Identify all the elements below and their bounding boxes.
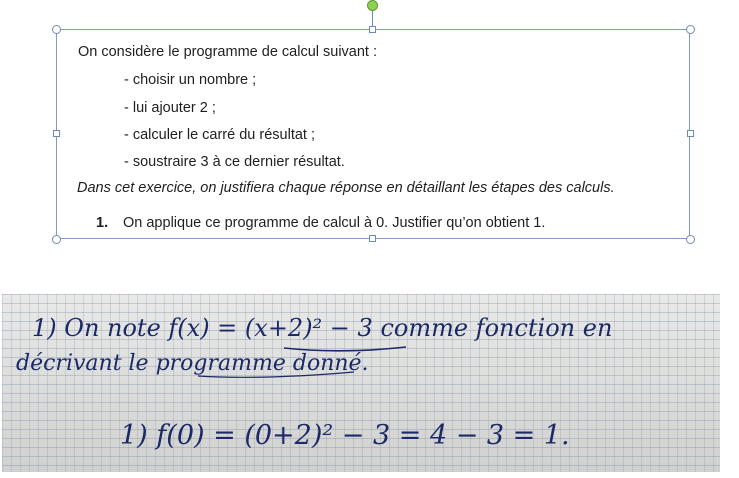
resize-handle-top-left[interactable] [52, 25, 61, 34]
question-text: On applique ce programme de calcul à 0. Justifier qu’on obtient 1. [123, 215, 546, 231]
handwritten-answer-image [2, 294, 720, 472]
step-3: - calculer le carré du résultat ; [124, 127, 315, 143]
intro-line: On considère le programme de calcul suivant : [78, 44, 378, 60]
resize-handle-bottom-left[interactable] [52, 235, 61, 244]
instruction-line: Dans cet exercice, on justifiera chaque réponse en détaillant les étapes des calculs. [77, 180, 615, 196]
step-4: - soustraire 3 à ce dernier résultat. [124, 154, 345, 170]
resize-handle-bottom[interactable] [369, 235, 376, 242]
resize-handle-bottom-right[interactable] [686, 235, 695, 244]
resize-handle-top-right[interactable] [686, 25, 695, 34]
handwriting-line-3: 1) f(0) = (0+2)² − 3 = 4 − 3 = 1. [120, 420, 570, 451]
resize-handle-left[interactable] [53, 130, 60, 137]
formula-underline [284, 347, 406, 351]
step-2: - lui ajouter 2 ; [124, 100, 216, 116]
resize-handle-top[interactable] [369, 26, 376, 33]
resize-handle-right[interactable] [687, 130, 694, 137]
question-number: 1. [96, 215, 109, 231]
handwriting-line-1: 1) On note f(x) = (x+2)² − 3 comme fonction en [32, 314, 613, 342]
handwriting-line-2: décrivant le programme donné. [16, 351, 369, 376]
rotation-handle[interactable] [367, 0, 378, 11]
handwriting-drawing [2, 294, 720, 472]
step-1: - choisir un nombre ; [124, 72, 257, 88]
